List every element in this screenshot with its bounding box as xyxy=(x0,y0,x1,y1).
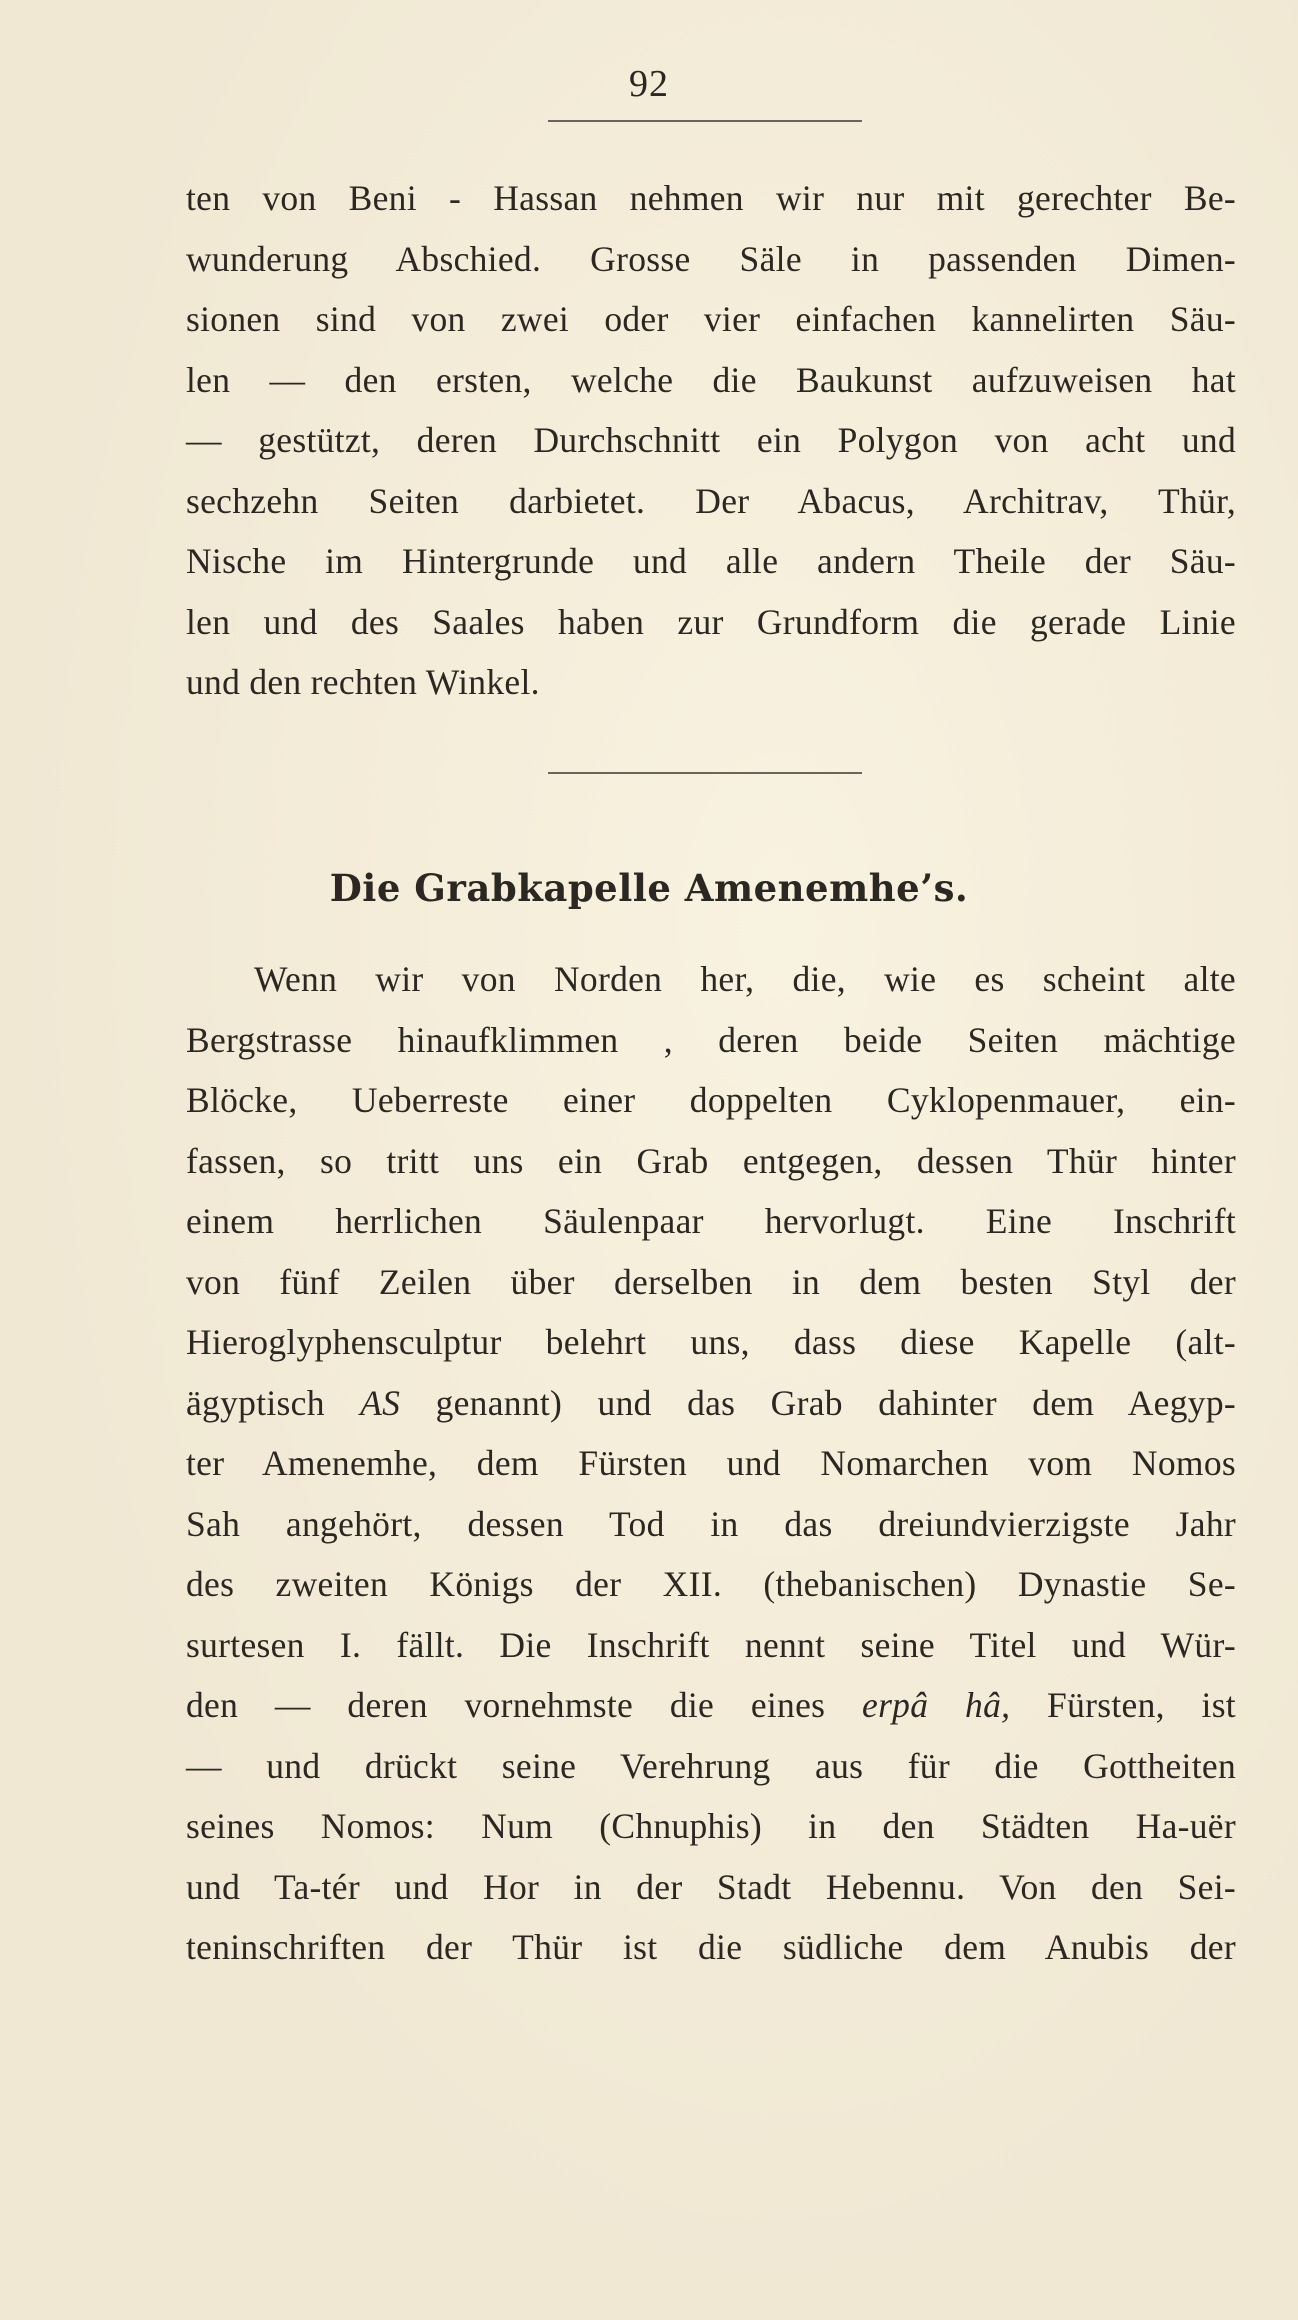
text-line: des zweiten Königs der XII. (thebanischen) Dynastie Se- xyxy=(186,1564,1236,1604)
italic-term: erpâ hâ, xyxy=(862,1685,1011,1725)
text-line: seines Nomos: Num (Chnuphis) in den Städten Ha-uër xyxy=(186,1806,1236,1846)
text-run: Fürsten, ist xyxy=(1010,1685,1236,1725)
text-line: und Ta-tér und Hor in der Stadt Hebennu. Von den Sei- xyxy=(186,1866,1236,1907)
text-line-with-italic xyxy=(186,1373,1236,1434)
text-line: len — den ersten, welche die Baukunst aufzuweisen hat xyxy=(186,359,1236,400)
text-run: ägyptisch xyxy=(186,1382,361,1423)
text-line: fassen, so tritt uns ein Grab entgegen, dessen Thür hinter xyxy=(186,1140,1236,1181)
text-line: sechzehn Seiten darbietet. Der Abacus, Architrav, Thür, xyxy=(186,480,1236,521)
text-line: Hieroglyphensculptur belehrt uns, dass diese Kapelle (alt- xyxy=(186,1322,1236,1362)
text-line: Sah angehört, dessen Tod in das dreiundvierzigste Jahr xyxy=(186,1503,1236,1544)
text-line: Bergstrasse hinaufklimmen , deren beide Seiten mächtige xyxy=(186,1019,1236,1060)
text-line: Wenn wir von Norden her, die, wie es scheint alte xyxy=(254,959,1236,999)
italic-term: AS xyxy=(360,1382,401,1423)
header-rule xyxy=(548,120,862,122)
text-line: und den rechten Winkel. xyxy=(186,662,540,702)
text-line: ten von Beni - Hassan nehmen wir nur mit gerechter Be- xyxy=(186,178,1236,218)
paragraph-beni-hassan xyxy=(186,168,1236,713)
text-line: teninschriften der Thür ist die südliche dem Anubis der xyxy=(186,1927,1236,1967)
text-line: wunderung Abschied. Grosse Säle in passenden Dimen- xyxy=(186,238,1236,279)
text-run: genannt) und das Grab dahinter dem Aegyp- xyxy=(400,1382,1236,1423)
text-run: den — deren vornehmste die eines xyxy=(186,1685,863,1725)
section-divider-rule xyxy=(548,772,862,774)
text-line: einem herrlichen Säulenpaar hervorlugt. Eine Inschrift xyxy=(186,1201,1236,1241)
text-line: von fünf Zeilen über derselben in dem besten Styl der xyxy=(186,1261,1236,1302)
section-heading: Die Grabkapelle Amenemhe’s. xyxy=(329,866,969,910)
text-line: ter Amenemhe, dem Fürsten und Nomarchen vom Nomos xyxy=(186,1443,1236,1483)
text-line: surtesen I. fällt. Die Inschrift nennt seine Titel und Wür- xyxy=(186,1624,1236,1665)
text-line: Blöcke, Ueberreste einer doppelten Cyklopenmauer, ein- xyxy=(186,1080,1236,1120)
text-line: sionen sind von zwei oder vier einfachen kannelirten Säu- xyxy=(186,299,1236,339)
text-line: — und drückt seine Verehrung aus für die Gottheiten xyxy=(186,1745,1236,1786)
text-line: Nische im Hintergrunde und alle andern Theile der Säu- xyxy=(186,541,1236,581)
paragraph-grabkapelle xyxy=(186,949,1236,1978)
text-line: len und des Saales haben zur Grundform die gerade Linie xyxy=(186,601,1236,642)
text-line-with-italic xyxy=(186,1675,1236,1736)
text-line: — gestützt, deren Durchschnitt ein Polygon von acht und xyxy=(186,420,1236,460)
page-number: 92 xyxy=(629,63,669,105)
